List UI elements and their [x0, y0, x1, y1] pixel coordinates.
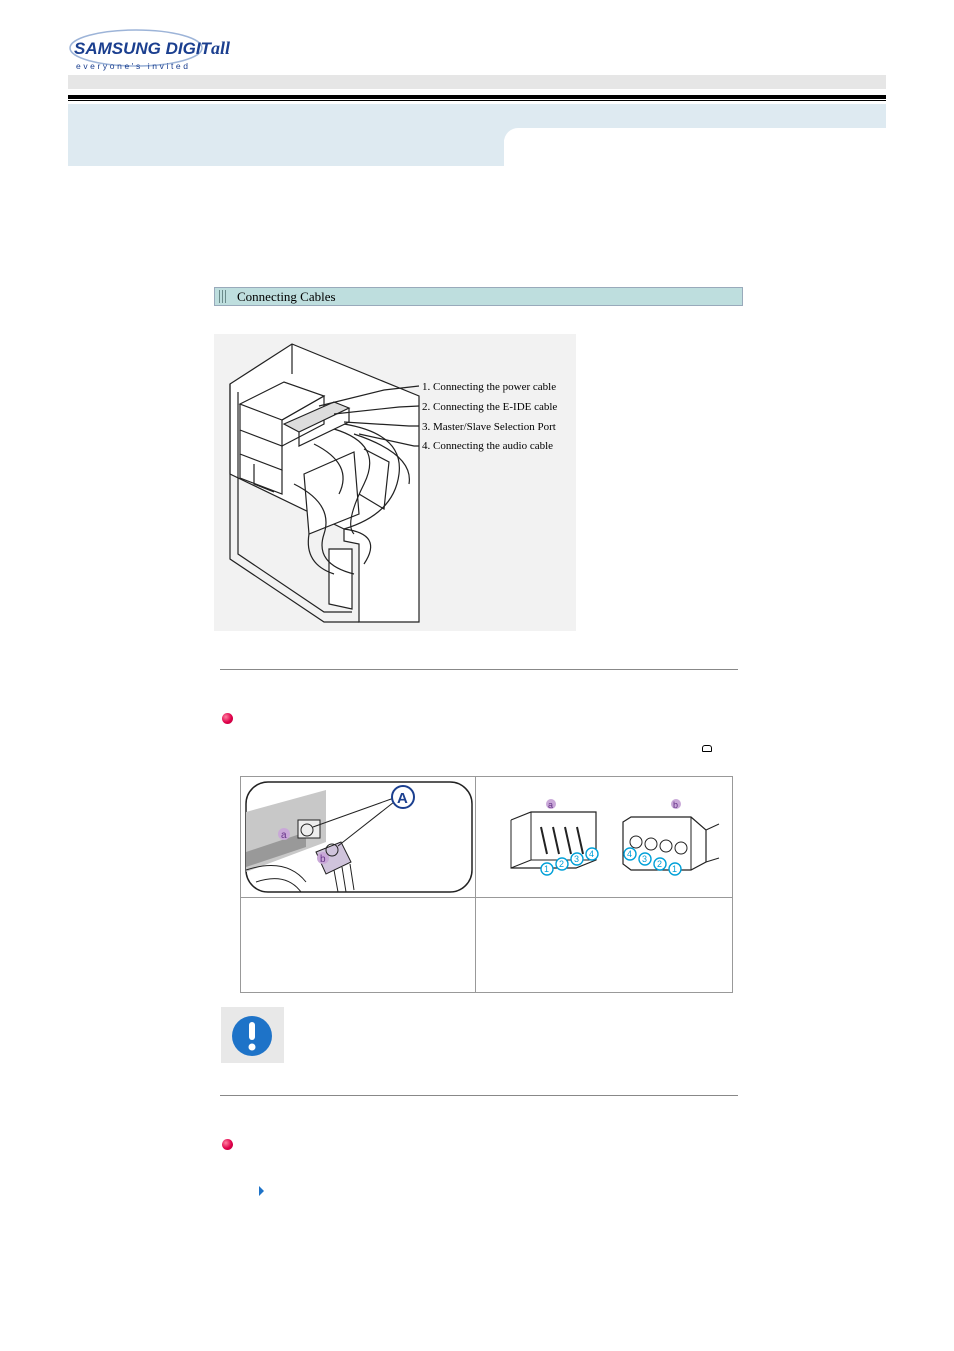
- exclamation-note-icon: [221, 1007, 284, 1063]
- header-band-tab: [504, 128, 886, 166]
- section-title-bar: [214, 287, 743, 306]
- callout-audio-cable: 4. Connecting the audio cable: [422, 440, 554, 452]
- samsung-logo: [68, 28, 230, 74]
- callout-eide-cable: 2. Connecting the E-IDE cable: [422, 401, 558, 413]
- blue-arrow-icon: [259, 1186, 264, 1196]
- svg-text:everyone's invited: everyone's invited: [76, 61, 191, 71]
- divider: [220, 669, 738, 670]
- label-b: b: [320, 854, 326, 865]
- header-band-right: [504, 104, 886, 128]
- pink-bullet-icon: [222, 1139, 233, 1150]
- divider: [220, 1095, 738, 1096]
- pin-a-2: 2: [559, 859, 565, 869]
- pin-a-1: 1: [544, 864, 550, 874]
- callout-power-cable: 1. Connecting the power cable: [422, 381, 557, 393]
- pink-bullet-icon: [222, 713, 233, 724]
- callout-a: A: [397, 790, 408, 807]
- pin-label-a: a: [548, 800, 554, 810]
- power-connector-table: [240, 776, 733, 993]
- pin-label-b: b: [673, 800, 679, 810]
- power-connector-closeup: [246, 782, 472, 892]
- pin-b-2: 2: [657, 859, 663, 869]
- header-black-rule: [68, 95, 886, 99]
- svg-text:SAMSUNG DIGITall: SAMSUNG DIGITall: [74, 38, 230, 58]
- pin-b-3: 3: [642, 854, 648, 864]
- header-band-left: [68, 104, 504, 166]
- table-divider: [241, 897, 732, 898]
- table-divider: [475, 777, 476, 992]
- pin-b-4: 4: [627, 849, 633, 859]
- header-thin-rule: [68, 100, 886, 101]
- pin-a-3: 3: [574, 854, 580, 864]
- header-grey-bar: [68, 75, 886, 89]
- pc-cable-diagram: [214, 334, 576, 631]
- label-a: a: [281, 830, 287, 841]
- drive-icon: [702, 745, 712, 752]
- callout-master-slave-port: 3. Master/Slave Selection Port: [422, 421, 556, 433]
- connector-pin-diagram: [481, 782, 729, 892]
- pin-a-4: 4: [589, 849, 595, 859]
- pin-b-1: 1: [672, 864, 678, 874]
- stripes-icon: [219, 290, 229, 303]
- section-title: Connecting Cables: [237, 289, 336, 304]
